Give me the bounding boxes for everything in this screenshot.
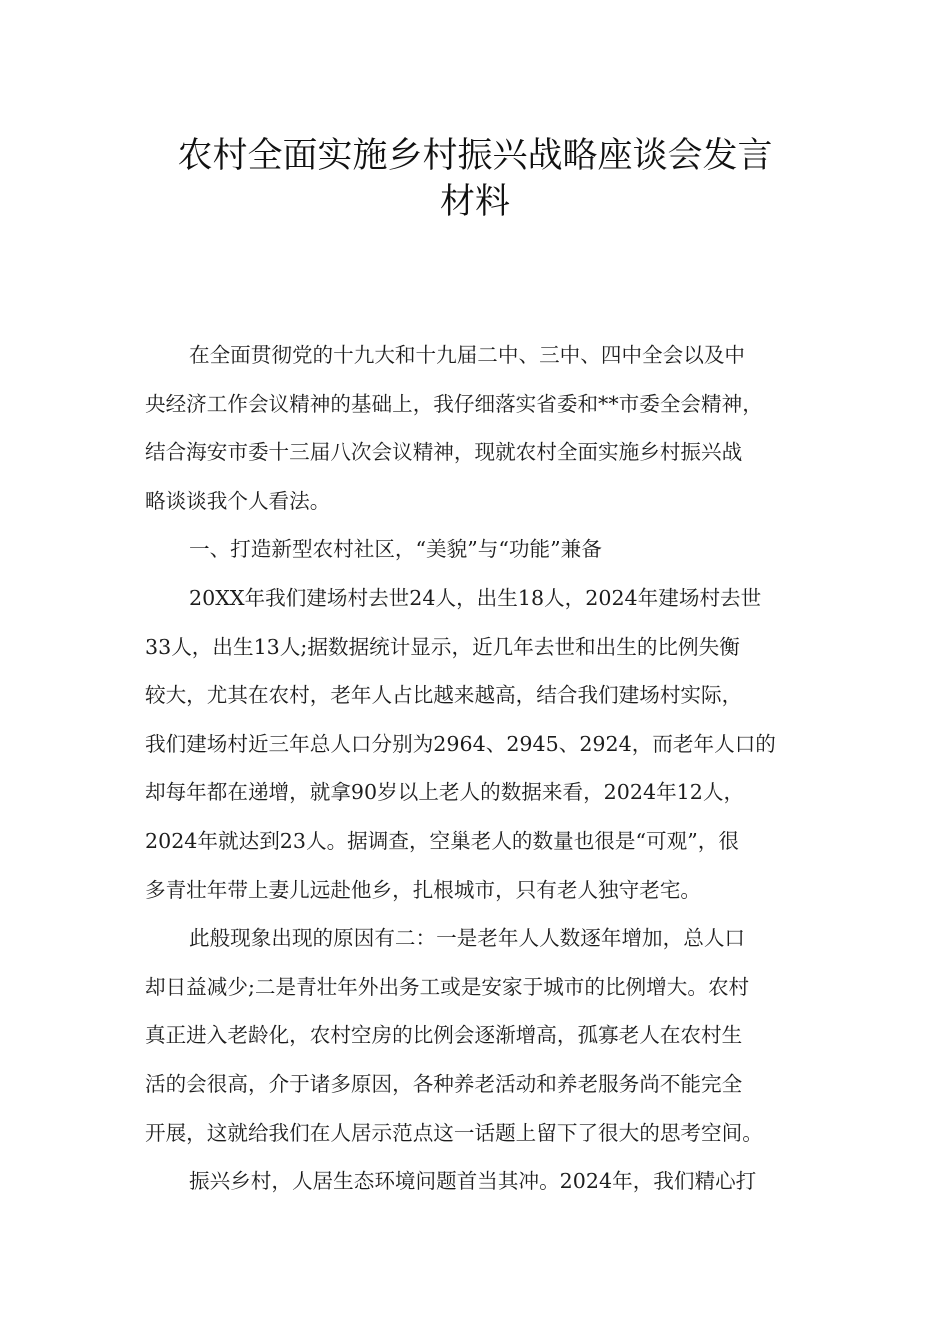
paragraph-first-line: 振兴乡村，人居生态环境问题首当其冲。2024年，我们精心打 [189, 1169, 757, 1194]
paragraph-line: 却每年都在递增，就拿90岁以上老人的数据来看，2024年12人， [145, 780, 745, 805]
title-line: 材料 [439, 182, 510, 222]
title-line: 农村全面实施乡村振兴战略座谈会发言 [177, 136, 773, 176]
paragraph-first-line: 一、打造新型农村社区，“美貌”与“功能”兼备 [189, 537, 602, 562]
paragraph-line: 真正进入老龄化，农村空房的比例会逐渐增高，孤寡老人在农村生 [145, 1023, 743, 1048]
paragraph-line: 略谈谈我个人看法。 [145, 488, 331, 513]
paragraph-line: 活的会很高，介于诸多原因，各种养老活动和养老服务尚不能完全 [145, 1071, 743, 1096]
document-body [145, 331, 817, 1206]
paragraph-line: 开展，这就给我们在人居示范点这一话题上留下了很大的思考空间。 [145, 1120, 763, 1145]
paragraph-line: 却日益减少;二是青壮年外出务工或是安家于城市的比例增大。农村 [145, 974, 750, 999]
paragraph-first-line: 在全面贯彻党的十九大和十九届二中、三中、四中全会以及中 [189, 343, 746, 367]
paragraph-line: 2024年就达到23人。据调查，空巢老人的数量也很是“可观”，很 [145, 828, 739, 853]
paragraph-line: 央经济工作会议精神的基础上，我仔细落实省委和**市委全会精神， [145, 391, 763, 416]
paragraph-line: 结合海安市委十三届八次会议精神，现就农村全面实施乡村振兴战 [145, 440, 743, 465]
paragraph-line: 较大，尤其在农村，老年人占比越来越高，结合我们建场村实际， [145, 683, 743, 708]
paragraph-line: 我们建场村近三年总人口分别为2964、2945、2924，而老年人口的 [145, 731, 776, 756]
paragraph-line: 33人，出生13人;据数据统计显示，近几年去世和出生的比例失衡 [145, 634, 740, 659]
paragraph-first-line: 此般现象出现的原因有二：一是老年人人数逐年增加，总人口 [189, 926, 746, 951]
paragraph-first-line: 20XX年我们建场村去世24人，出生18人，2024年建场村去世 [189, 585, 762, 610]
document-title [0, 133, 950, 225]
paragraph-line: 多青壮年带上妻儿远赴他乡，扎根城市，只有老人独守老宅。 [145, 877, 702, 902]
